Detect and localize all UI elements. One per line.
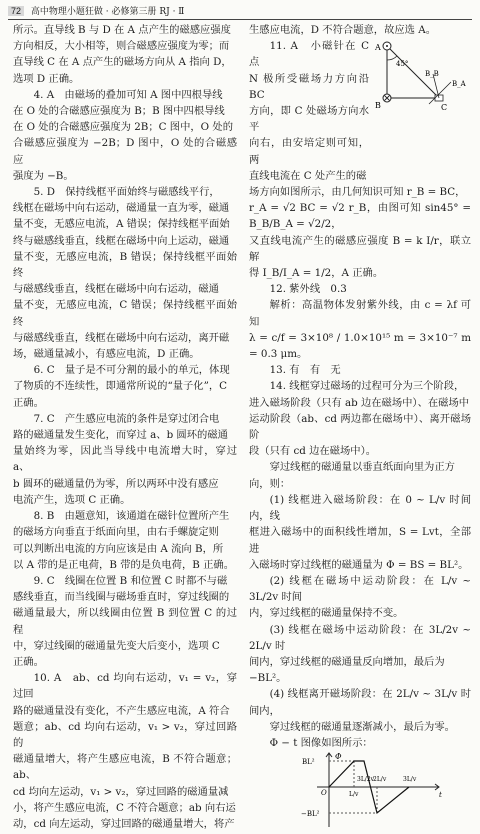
text-line: 穿过线框的磁通量逐渐减小，最后为零。 [269,720,455,733]
text-line: 电流产生，选项 C 正确。 [13,493,131,506]
text-line: 向，则： [249,477,291,490]
tick-4: 3L/v [403,776,417,784]
text-line: 了物质的不连续性，即通常所说的“量子化”，C [13,380,228,393]
page-number: 72 [8,6,24,16]
text-line: 磁通量增大，将产生感应电流，B 不符合题意；ab、 [13,753,237,782]
text-line: 得 I_B/I_A = 1/2，A 正确。 [249,267,384,280]
text-line: 路的磁通量没有变化，不产生感应电流，A 符合 [13,704,230,717]
label-45: 45° [396,60,409,69]
text-line: (3) 线框在磁场中运动阶段：在 3L/2v ~ 2L/v 时 [249,623,475,652]
text-line: 量不变，无感应电流，C 错误；保持线框平面始终 [13,299,237,328]
origin-label: O [321,789,327,798]
text-line: 又直线电流产生的磁感应强度 B = k I/r，联立解 [249,234,471,263]
tick-2: 3L/2v [357,776,375,784]
text-line: (2) 线框在磁场中运动阶段：在 L/v ~ 3L/2v 时间 [249,574,475,604]
t-label: t [439,791,442,800]
text-line: 场，磁通量减小，有感应电流，D 正确。 [13,348,200,361]
tick-3: 2L/v [373,776,387,784]
label-bb: B_B [425,70,439,79]
text-line: 中，穿过线圈的磁通量先变大后变小，选项 C [13,639,220,652]
q11-figure [369,38,469,118]
text-line: 入磁场时穿过线框的磁通量为 Φ = BS = BL²。 [249,558,469,571]
text-line: 进入磁场阶段（只有 ab 边在磁场中）、在磁场中 [249,396,470,409]
text-line: 路的磁通量发生变化，而穿过 a、b 圆环的磁通 [13,429,228,442]
text-line: 合磁感应强度为 −2B；D 图中，O 处的合磁感应 [13,137,237,166]
bl2-label: BL² [302,758,315,767]
text-line: 感线垂直，而当线圈与磁场垂直时，穿过线圈的 [13,591,230,604]
phi-label: Φ [335,752,342,762]
text-line: b 圆环的磁通量仍为零，所以两环中没有感应 [13,477,219,490]
right-column [249,22,475,829]
text-line: 9. C 线圈在位置 B 和位置 C 时都不与磁 [33,574,228,587]
text-line: 选项 D 正确。 [13,72,80,85]
text-line: 解析：高温物体发射紫外线，由 c = λf 可知 [249,299,471,328]
text-line: 终与磁感线垂直，线框在磁场中向上运动，磁通 [13,234,230,247]
q11-figure-svg [369,38,469,118]
label-b: B [375,101,381,111]
text-line: (4) 线框离开磁场阶段：在 2L/v ~ 3L/v 时间内， [249,688,471,717]
text-line: −BL²。 [249,672,287,685]
label-ba: B_A [452,80,466,89]
text-line: 方向，即 C 处磁场方向水平 [249,105,369,134]
phi-t-graph [299,751,471,829]
text-line: 运动阶段（ab、cd 两边都在磁场中）、离开磁场阶 [249,412,471,442]
text-line: 穿过线框的磁通量以垂直纸面向里为正方 [269,461,455,474]
text-line: cd 均向左运动，v₁ > v₂，穿过回路的磁通量减 [13,785,229,798]
text-line: 在 O 处的合磁感应强度为 B；B 图中四根导线 [13,105,225,118]
text-line: 8. B 由题意知，该通道在磁针位置所产生 [33,510,230,523]
text-line: 正确。 [13,396,44,409]
text-line: 方向相反，大小相等，则合磁感应强度为零；而 [13,40,230,53]
text-line: r_A = √2 BC = √2 r_B，由图可知 sin45° = B_B/B_A = √2/2， [249,202,475,231]
text-line: 所示。直导线 B 与 D 在 A 点产生的磁感应强度 [13,24,231,36]
text-line: 框进入磁场中的面积线性增加，S = Lvt，全部进 [249,526,471,555]
q11-text [249,38,373,184]
text-line: 7. C 产生感应电流的条件是穿过闭合电 [33,412,220,425]
text-line: 5. D 保持线框平面始终与磁感线平行， [33,186,220,199]
text-line: 11. A 小磁针在 C 点 [249,40,373,69]
text-line: 内，穿过线框的磁通量保持不变。 [249,607,404,620]
q11-block [249,38,471,184]
q11-continuation [249,184,475,751]
text-line: 与磁感线垂直，线框在磁场中向右运动，磁通 [13,283,219,296]
text-line: N 极所受磁场力方向沿 BC [249,72,373,101]
text-line: 正确。 [13,655,44,668]
text-line: 题意；ab、cd 均向右运动，v₁ > v₂，穿过回路的 [13,720,237,749]
text-line: 与磁感线垂直，线框在磁场中向右运动，离开磁 [13,331,230,344]
text-line: (1) 线框进入磁场阶段：在 0 ~ L/v 时间内，线 [249,493,471,523]
text-line: 间内，穿过线框的磁通量反向增加，最后为 [249,655,445,668]
page-header [8,4,472,20]
text-line: 动，cd 向左运动，穿过回路的磁通量增大，将产 [13,817,235,830]
text-line: Φ − t 图像如图所示： [269,736,373,749]
text-line: 6. C 量子是不可分割的最小的单元，体现 [33,364,230,377]
answer-text: 生感应电流，D 不符合题意，故应选 A。 [249,24,436,36]
text-line: 量不变，无感应电流，A 错误；保持线框平面始 [13,218,230,231]
text-line: 的磁场方向垂直于纸面向里，由右手螺旋定则 [13,526,219,539]
text-line: 强度为 −B。 [13,169,74,182]
label-a: A [375,43,381,53]
text-line: 直导线 C 在 A 点产生的磁场方向从 A 指向 D， [13,56,232,69]
text-line: 以 A 带的是正电荷，B 带的是负电荷，B 正确。 [13,558,235,571]
text-line: 小，将产生感应电流，C 不符合题意；ab 向右运 [13,801,236,814]
text-line: 13. 有 有 无 [269,364,341,377]
text-line: 量不变，无感应电流，B 错误；保持线框平面始终 [13,250,237,280]
text-line: 可以判断出电流的方向应该是由 A 流向 B，所 [13,542,224,555]
text-line: 4. A 由磁场的叠加可知 A 图中四根导线 [33,88,223,101]
text-line: 场方向如图所示，由几何知识可知 r_B = BC， [249,186,466,199]
text-line: 线框在磁场中向右运动，磁通量一直为零，磁通 [13,202,230,215]
tick-1: L/v [349,791,359,799]
text-line: 向右，由安培定则可知，两 [249,137,369,166]
text-line: 10. A ab、cd 均向右运动，v₁ = v₂，穿过回 [13,672,237,701]
text-line: λ = c/f = 3×10⁸ / 1.0×10¹⁵ m = 3×10⁻⁷ m = 0.3 μm。 [249,331,475,361]
book-title: 高中物理小题狂做 · 必修第三册 RJ · Ⅱ [30,7,185,17]
text-line: 12. 紫外线 0.3 [269,283,347,296]
text-line: 直线电流在 C 处产生的磁 [249,169,367,182]
text-line: 段（只有 cd 边在磁场中）。 [249,445,377,458]
text-line: 量始终为零，因此当导线中电流增大时，穿过 a、 [13,445,241,474]
text-line: 在 O 处的合磁感应强度为 2B；C 图中，O 处的 [13,121,233,134]
phi-t-graph-svg [299,751,449,829]
label-c: C [441,103,448,113]
text-line: 磁通量最大，所以线圈由位置 B 到位置 C 的过程 [13,607,237,636]
neg-bl2-label: −BL² [301,810,320,819]
text-line: 14. 线框穿过磁场的过程可分为三个阶段， [269,380,465,393]
